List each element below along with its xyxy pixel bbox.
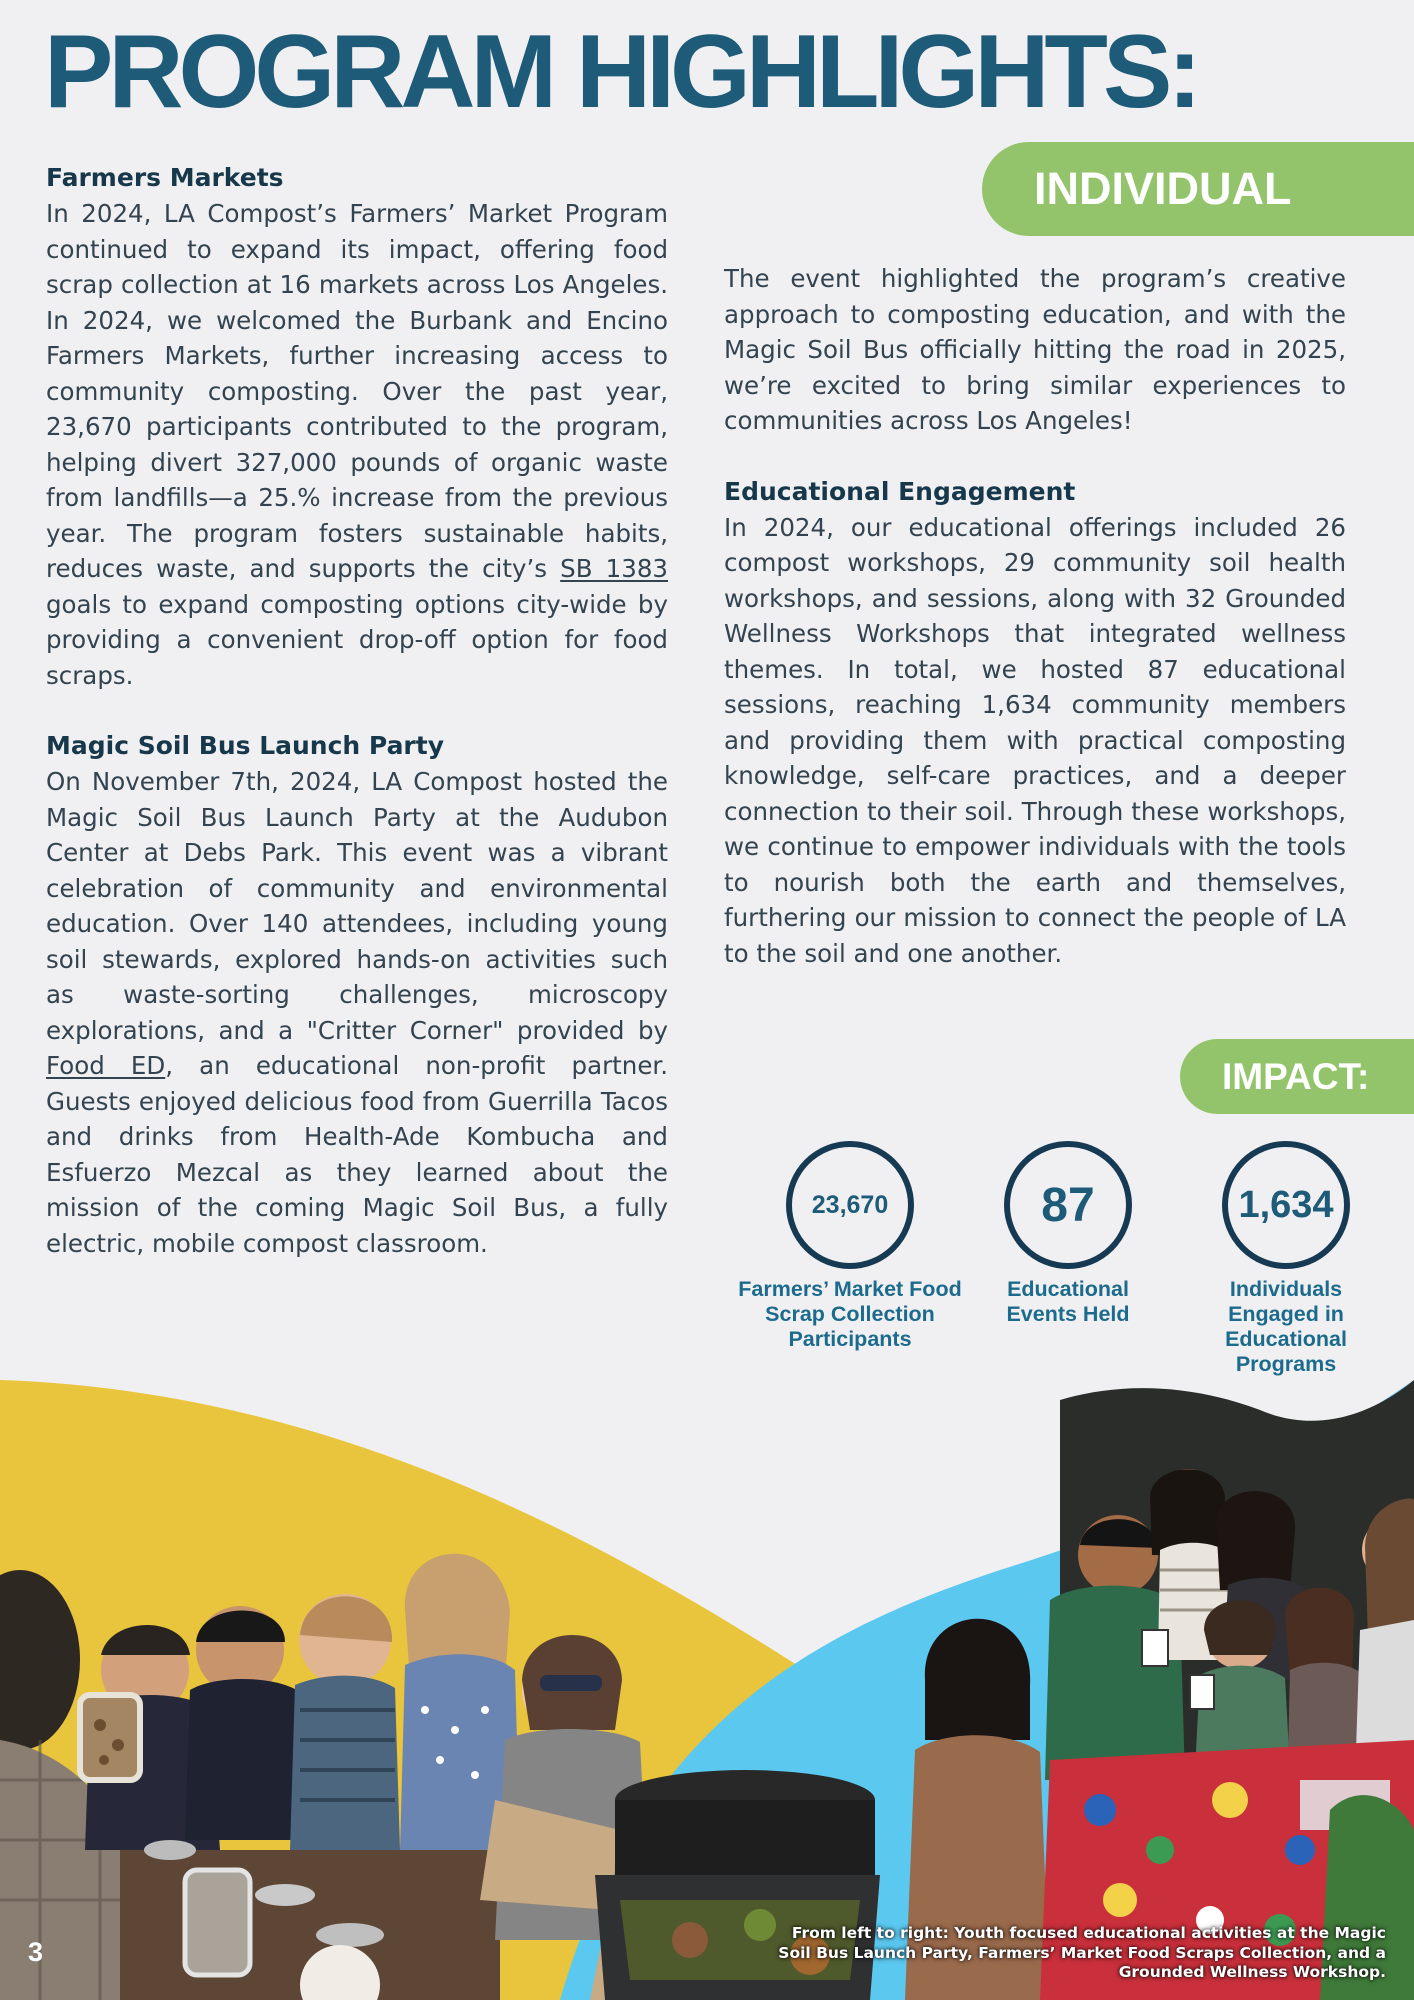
stat-events xyxy=(948,1141,1188,1327)
launch-party-text-end: , an educational non-profit partner. Guests enjoyed delicious food from Guerrilla Tacos and drinks from Health-Ade Kombucha and Esfuerzo Mezcal as they learned about the mission of the coming Magic Soil Bus, a fully electric, mobile compost classroom. xyxy=(46,1051,668,1258)
farmers-markets-text-end: goals to expand composting options city-wide by providing a convenient drop-off option for food scraps. xyxy=(46,589,668,690)
page-title: PROGRAM HIGHLIGHTS: xyxy=(44,14,1197,130)
stat-label: Individuals Engaged in Educational Programs xyxy=(1225,1277,1347,1376)
stat-individuals xyxy=(1166,1141,1406,1377)
stat-ring: 87 xyxy=(1004,1141,1132,1269)
individual-tag: INDIVIDUAL xyxy=(982,142,1414,236)
farmers-markets-heading: Farmers Markets xyxy=(46,163,284,192)
left-column xyxy=(46,160,668,1261)
stat-label: Educational Events Held xyxy=(1006,1277,1130,1326)
stat-ring: 23,670 xyxy=(786,1141,914,1269)
farmers-markets-body xyxy=(46,196,668,693)
launch-party-heading: Magic Soil Bus Launch Party xyxy=(46,731,445,760)
farmers-markets-text: In 2024, LA Compost’s Farmers’ Market Program continued to expand its impact, offering food scrap collection at 16 markets across Los Angeles. In 2024, we welcomed the Burbank and Encino Farmers Markets, further increasing access to community composting. Over the past year, 23,670 participants contributed to the program, helping divert 327,000 pounds of organic waste from landfills—a 25.% increase from the previous year. The program fosters sustainable habits, reduces waste, and supports the city’s xyxy=(46,199,668,583)
photo-caption: From left to right: Youth focused educational activities at the Magic Soil Bus Launch Party, Farmers’ Market Food Scraps Collection, and a Grounded Wellness Workshop. xyxy=(778,1924,1386,1981)
educational-engagement-body: In 2024, our educational offerings included 26 compost workshops, 29 community soil health workshops, and sessions, along with 32 Grounded Wellness Workshops that integrated wellness themes. In total, we hosted 87 educational sessions, reaching 1,634 community members and providing them with practical composting knowledge, self-care practices, and a deeper connection to their soil. Through these workshops, we continue to empower individuals with the tools to nourish both the earth and themselves, furthering our mission to connect the people of LA to the soil and one another. xyxy=(724,512,1346,968)
food-ed-link[interactable]: Food ED xyxy=(46,1051,166,1080)
wellness-workshop-photo xyxy=(1040,1380,1414,2000)
page-number: 3 xyxy=(28,1937,44,1967)
impact-tag: IMPACT: xyxy=(1180,1039,1414,1114)
stat-participants xyxy=(730,1141,970,1352)
right-column xyxy=(724,261,1346,971)
launch-party-text: On November 7th, 2024, LA Compost hosted the Magic Soil Bus Launch Party at the Audubon Center at Debs Park. This event was a vibrant celebration of community and environmental education. Over 140 attendees, including young soil stewards, explored hands-on activities such as waste-sorting challenges, microscopy explorations, and a "Critter Corner" provided by xyxy=(46,767,668,1045)
photo-collage xyxy=(0,1380,1414,2000)
launch-party-body xyxy=(46,764,668,1261)
sb-1383-link[interactable]: SB 1383 xyxy=(560,554,669,583)
event-summary-text: The event highlighted the program’s creative approach to composting education, and with the Magic Soil Bus officially hitting the road in 2025, we’re excited to bring similar experiences to communities across Los Angeles! xyxy=(724,264,1346,435)
educational-engagement-heading: Educational Engagement xyxy=(724,476,1076,506)
stat-ring: 1,634 xyxy=(1222,1141,1350,1269)
stat-label: Farmers’ Market Food Scrap Collection Participants xyxy=(738,1277,962,1351)
